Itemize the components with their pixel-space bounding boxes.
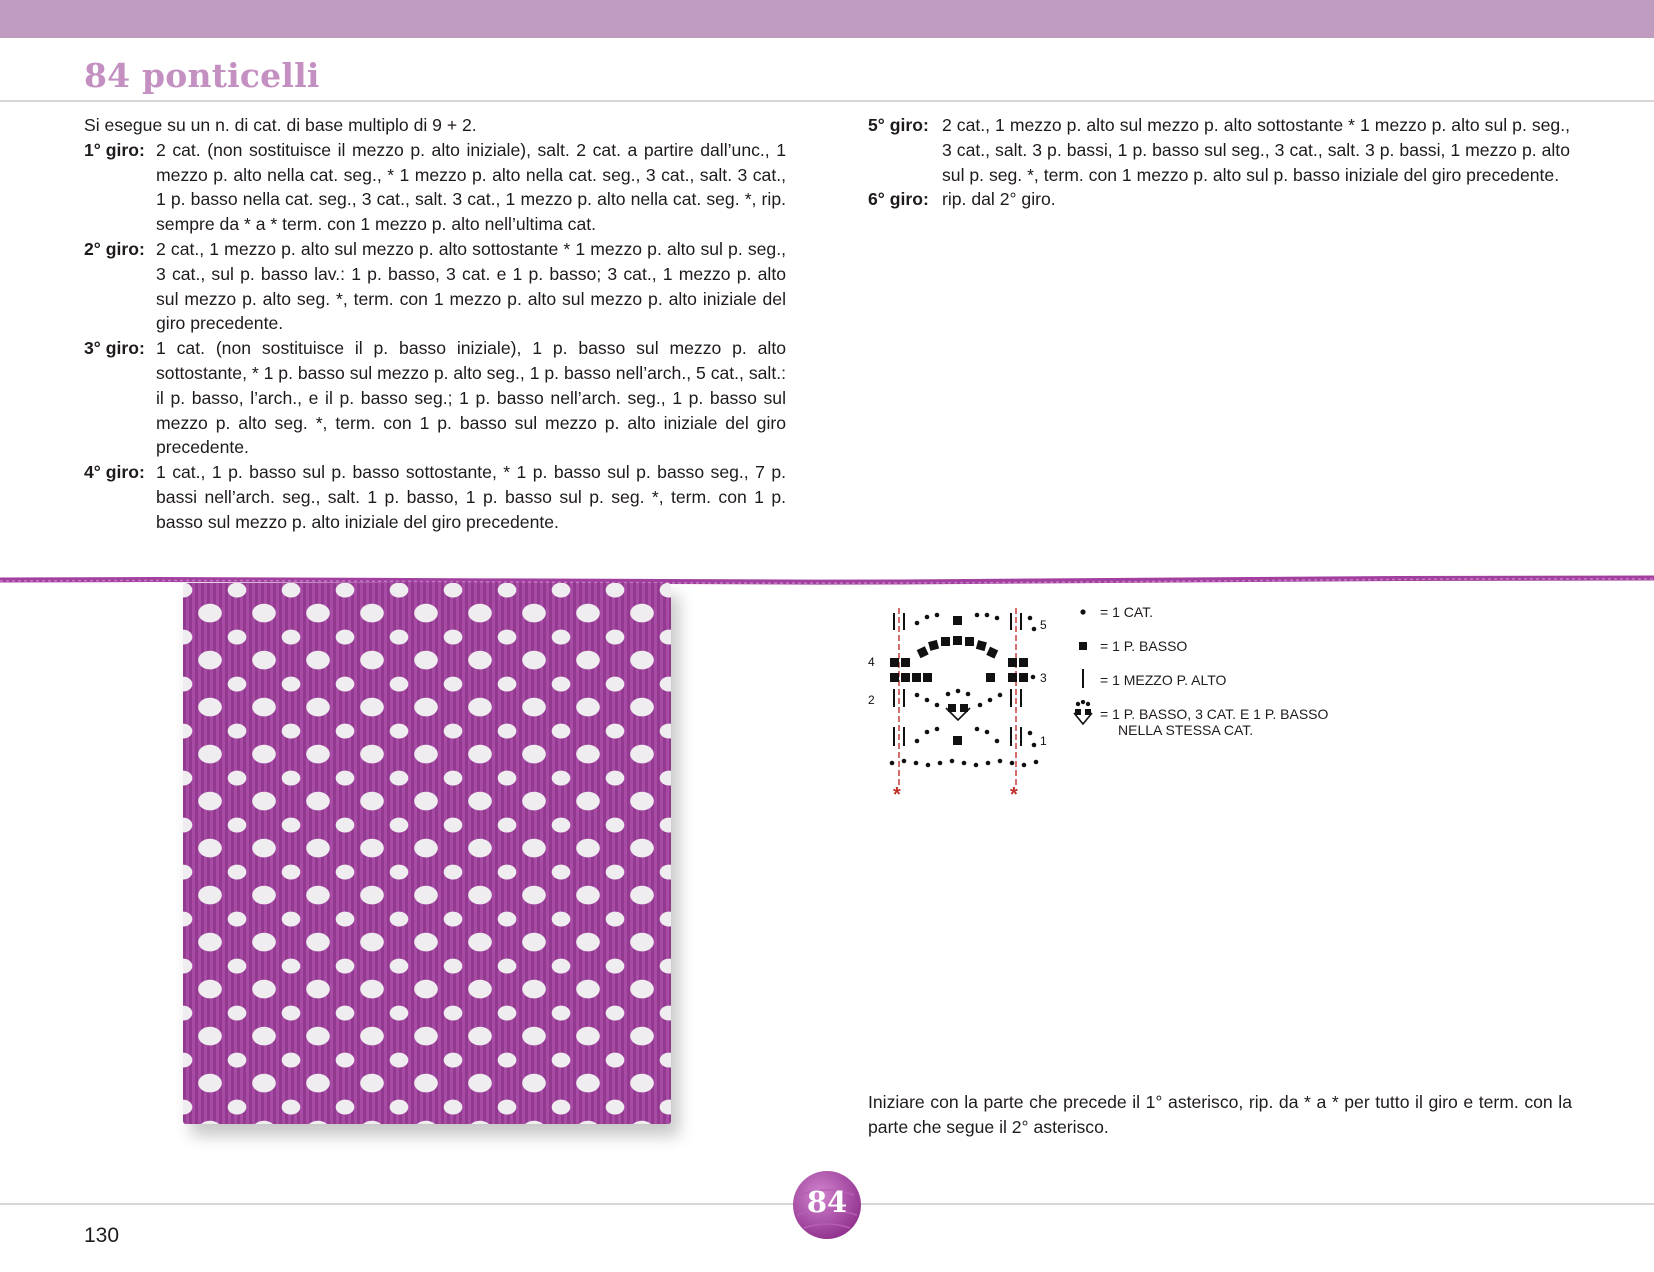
repeat-instruction: Iniziare con la parte che precede il 1° asterisco, rip. da * a * per tutto il giro e term. con la parte che segue il 2° asterisco. [868,1092,1572,1137]
round-4 [84,460,786,534]
bar-icon [1076,668,1090,690]
instructions-right-column [868,113,1570,212]
badge-number: 84 [806,1185,848,1219]
stitch-diagram [862,603,1062,803]
legend-text: = 1 P. BASSO [1100,638,1188,654]
dot-icon [1076,604,1090,620]
legend-text: = 1 P. BASSO, 3 CAT. E 1 P. BASSO [1100,706,1329,722]
row-1-stitches [894,727,1036,748]
round-text: 2 cat., 1 mezzo p. alto sul mezzo p. alto sottostante * 1 mezzo p. alto sul p. seg., 3 cat., salt. 3 p. bassi, 1 p. basso sul seg., 3 cat., salt. 3 p. bassi, 1 mezzo p. alto sul p. seg. *, term. con 1 mezzo p. alto sul p. basso iniziale del giro precedente. [942,115,1570,185]
row-number-2: 2 [868,693,875,707]
row-number-4: 4 [868,655,875,669]
round-label: 1° giro: [84,139,145,160]
legend-text: = 1 CAT. [1100,604,1154,620]
instructions-left-column [84,113,786,535]
square-icon [1076,638,1090,654]
round-label: 5° giro: [868,115,929,135]
legend-text: = 1 MEZZO P. ALTO [1100,672,1227,688]
row-4-stitches [890,636,1028,667]
round-6 [868,187,1570,212]
row-number-5: 5 [1040,618,1047,632]
legend-text-continued: NELLA STESSA CAT. [1118,722,1254,738]
round-5 [868,113,1570,187]
row-number-3: 3 [1040,671,1047,685]
round-text: 2 cat. (non sostituisce il mezzo p. alto iniziale), salt. 2 cat. a partire dall’unc., 1 mezzo p. alto nella cat. seg., * 1 mezzo p. alto nella cat. seg., 3 cat., salt. 3 cat., 1 p. basso nella cat. seg., 3 cat., salt. 3 cat., 1 mezzo p. alto nella cat. seg. *, rip. sempre da * a * term. con 1 mezzo p. alto nell’ultima cat. [156,139,786,235]
row-5-stitches [894,613,1036,632]
intro-text: Si esegue su un n. di cat. di base multiplo di 9 + 2. [84,115,477,135]
round-label: 6° giro: [868,189,929,210]
round-3 [84,336,786,460]
title-divider [0,100,1654,102]
round-text: 1 cat., 1 p. basso sul p. basso sottostante, * 1 p. basso sul p. basso seg., 7 p. bassi nell’arch. seg., salt. 1 p. basso, 1 p. basso sul p. seg. *, term. con 1 p. basso sul mezzo p. alto iniziale del giro precedente. [156,462,786,532]
round-text: 1 cat. (non sostituisce il p. basso iniziale), 1 p. basso sul mezzo p. alto sottostante, * 1 p. basso sul mezzo p. alto seg., 1 p. basso nell’arch., 5 cat., salt.: il p. basso, l’arch., e il p. basso seg.; 1 p. basso nell’arch. seg., 1 p. basso sul mezzo p. alto seg. *, term. con 1 p. basso sul mezzo p. alto iniziale del giro precedente. [156,338,786,458]
round-1 [84,138,786,237]
yarn-ball-badge [792,1170,862,1240]
page-title: 84 ponticelli [84,56,320,95]
fan-icon [1072,700,1094,728]
row-number-1: 1 [1040,734,1047,748]
round-label: 3° giro: [84,338,145,359]
repeat-asterisk-end: * [1010,784,1018,803]
header-band [0,0,1654,38]
round-label: 4° giro: [84,462,145,483]
round-label: 2° giro: [84,238,145,259]
round-text: 2 cat., 1 mezzo p. alto sul mezzo p. alto sottostante * 1 mezzo p. alto sul p. seg., 3 cat., sul p. basso lav.: 1 p. basso, 3 cat. e 1 p. basso; 3 cat., 1 mezzo p. alto sul mezzo p. alto seg. *, term. con 1 mezzo p. alto sul mezzo p. alto iniziale del giro precedente. [156,238,786,334]
crochet-swatch-photo [183,583,671,1124]
row-3-stitches [890,673,1035,682]
round-2 [84,237,786,336]
row-2-stitches [894,689,1021,720]
repeat-asterisk-start: * [893,784,901,803]
round-text: rip. dal 2° giro. [942,189,1056,210]
page-number: 130 [84,1224,120,1247]
